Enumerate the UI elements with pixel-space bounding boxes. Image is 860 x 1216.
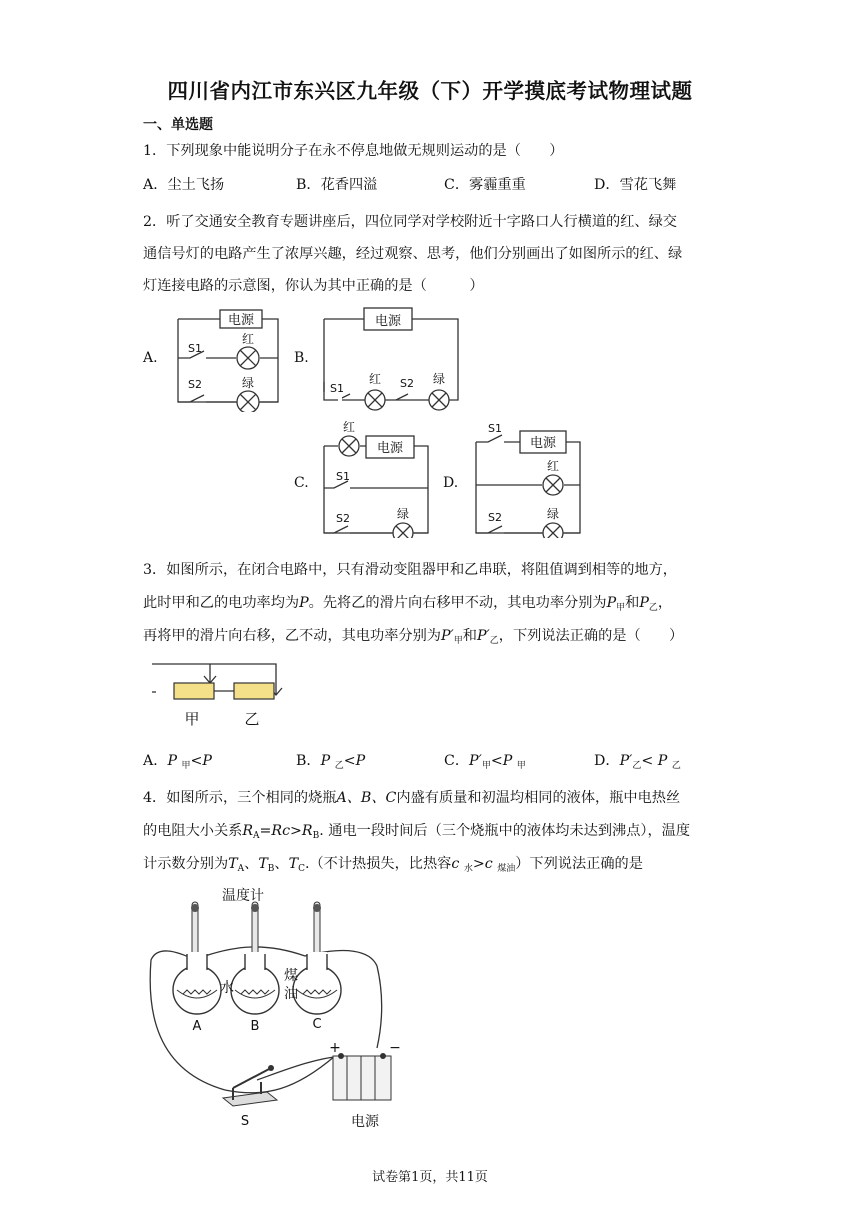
flask-c-label: C — [312, 1017, 322, 1032]
page-footer: 试卷第1页，共11页 — [372, 1170, 488, 1185]
circuit-a-power-label: 电源 — [227, 313, 255, 328]
battery — [333, 1053, 391, 1100]
q1-stem: 1．下列现象中能说明分子在永不停息地做无规则运动的是（ ） — [143, 143, 564, 159]
q3-option-d: D．$P'_乙< P$ $_乙$ — [594, 753, 681, 771]
rheostat-diagram — [148, 658, 288, 732]
circuit-d-red-label: 红 — [546, 459, 560, 473]
rheostat-yi-body — [234, 683, 274, 699]
circuit-b-red-label: 红 — [368, 372, 382, 386]
rheostat-yi-label: 乙 — [244, 710, 260, 728]
circuit-c-red-label: 红 — [342, 420, 356, 434]
kerosene-label-1: 煤 — [284, 968, 298, 984]
circuit-a-diagram — [168, 302, 284, 412]
heating-experiment-diagram — [145, 880, 415, 1130]
battery-label: 电源 — [351, 1114, 379, 1130]
circuit-c-s2-label: S2 — [336, 512, 350, 525]
circuit-d-power-label: 电源 — [529, 436, 557, 451]
q4-stem-line3: 计示数分别为$T_A$、$T_B$、$T_C$.（不计热损失，比热容c $_水$>c $_{煤油}$）下列说法正确的是 — [143, 856, 643, 874]
circuit-c-diagram — [318, 418, 434, 538]
thermometer-label: 温度计 — [222, 888, 264, 904]
circuit-d-diagram — [470, 418, 586, 538]
circuit-a-s1-label: S1 — [188, 342, 202, 355]
q2-option-b-label: B. — [294, 350, 309, 366]
q4-stem-line2: 的电阻大小关系$R_A=Rc>R_B$. 通电一段时间后（三个烧瓶中的液体均未达到沸点），温度 — [143, 823, 691, 841]
circuit-a-s2-label: S2 — [188, 378, 202, 391]
circuit-d-s1-label: S1 — [488, 422, 502, 435]
circuit-b-s2-label: S2 — [400, 377, 414, 390]
circuit-b-green-label: 绿 — [432, 372, 446, 386]
circuit-a-red-label: 红 — [241, 332, 255, 346]
q3-stem-line3: 再将甲的滑片向右移，乙不动，其电功率分别为$P'_甲$和$P'_乙$，下列说法正确的是（ ） — [143, 628, 684, 646]
kerosene-label-2: 油 — [284, 986, 298, 1002]
q3-option-a: A．P $_甲$<P — [143, 753, 212, 771]
q2-option-a-label: A. — [143, 350, 158, 366]
q2-stem-line2: 通信号灯的电路产生了浓厚兴趣，经过观察、思考，他们分别画出了如图所示的红、绿 — [143, 246, 683, 262]
circuit-a-green-label: 绿 — [241, 376, 255, 390]
q3-option-b: B．P $_乙$<P — [296, 753, 366, 771]
q2-stem-line3: 灯连接电路的示意图，你认为其中正确的是（ ） — [143, 278, 484, 294]
q3-stem-line2: 此时甲和乙的电功率均为P。先将乙的滑片向右移甲不动，其电功率分别为$P_甲$和$P_乙$， — [143, 595, 673, 613]
q1-option-c: C．雾霾重重 — [444, 177, 526, 193]
q3-stem-line1: 3．如图所示，在闭合电路中，只有滑动变阻器甲和乙串联，将阻值调到相等的地方， — [143, 562, 677, 578]
battery-minus-label: − — [389, 1040, 401, 1056]
circuit-d-green-label: 绿 — [546, 507, 560, 521]
knife-switch — [223, 1065, 277, 1106]
q4-stem-line1: 4．如图所示，三个相同的烧瓶A、B、C内盛有质量和初温均相同的液体，瓶中电热丝 — [143, 790, 681, 806]
switch-label: S — [240, 1114, 250, 1129]
circuit-c-green-label: 绿 — [396, 507, 410, 521]
q2-stem-line1: 2．听了交通安全教育专题讲座后，四位同学对学校附近十字路口人行横道的红、绿交 — [143, 214, 677, 230]
q1-option-b: B．花香四溢 — [296, 177, 378, 193]
circuit-c-power-label: 电源 — [376, 441, 404, 456]
q1-option-a: A．尘土飞扬 — [143, 177, 225, 193]
circuit-b-s1-label: S1 — [330, 382, 344, 395]
q2-option-d-label: D. — [443, 475, 459, 491]
rheostat-jia-body — [174, 683, 214, 699]
flask-b-label: B — [250, 1019, 260, 1034]
water-label: 水 — [220, 980, 234, 996]
circuit-b-diagram — [318, 302, 464, 412]
q1-option-d: D．雪花飞舞 — [594, 177, 677, 193]
section-heading: 一、单选题 — [143, 117, 213, 133]
battery-plus-label: + — [329, 1040, 341, 1056]
circuit-b-power-label: 电源 — [374, 314, 402, 329]
q2-option-c-label: C. — [294, 475, 309, 491]
rheostat-jia-label: 甲 — [184, 710, 200, 728]
circuit-c-s1-label: S1 — [336, 470, 350, 483]
circuit-d-s2-label: S2 — [488, 511, 502, 524]
flask-a-label: A — [192, 1019, 202, 1034]
q3-option-c: C．$P'_甲<P$ $_甲$ — [444, 753, 526, 771]
page-title: 四川省内江市东兴区九年级（下）开学摸底考试物理试题 — [167, 79, 693, 103]
